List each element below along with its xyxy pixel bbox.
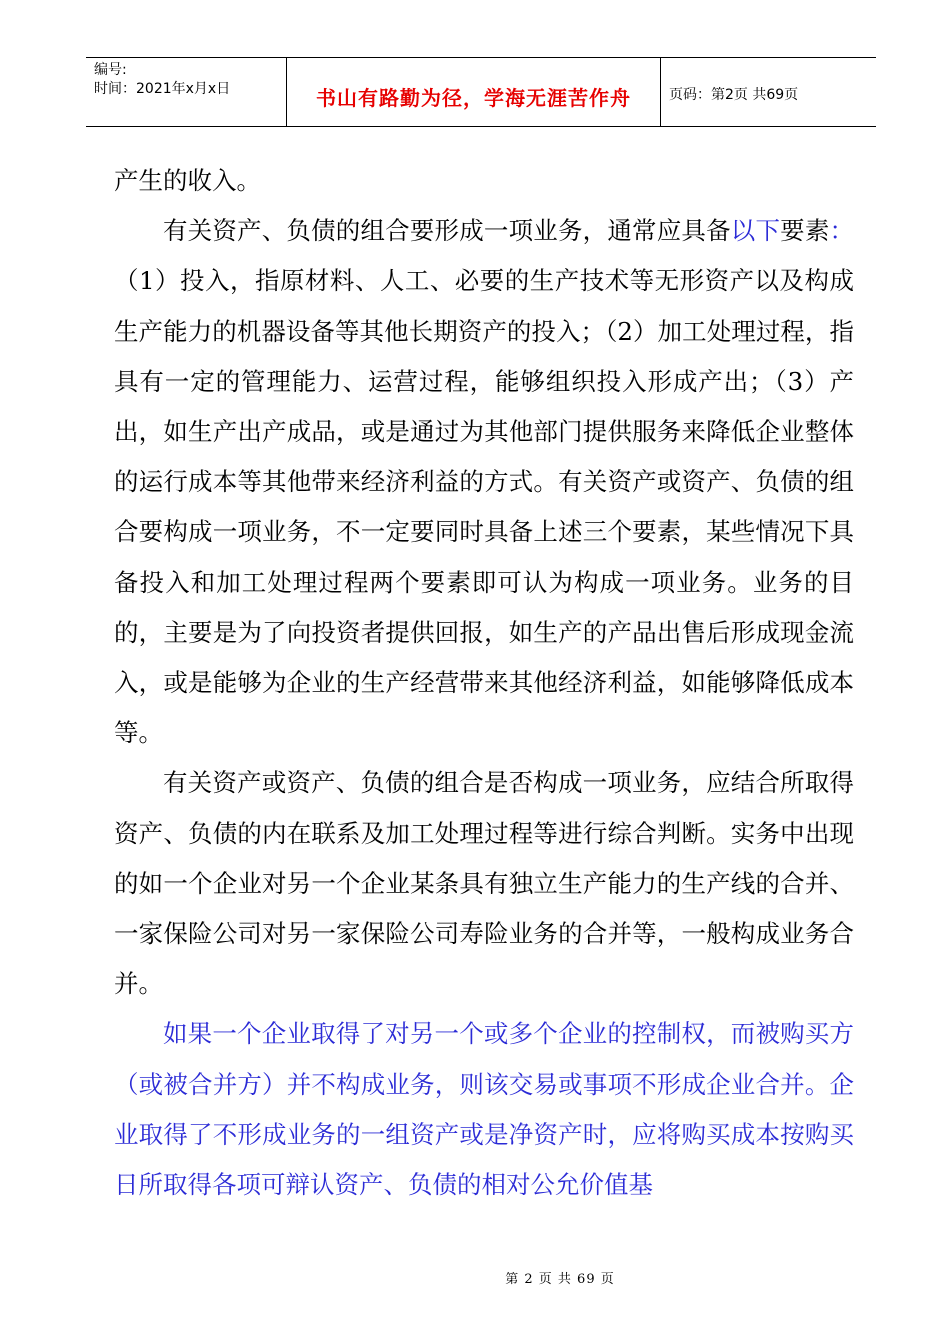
highlighted-text: 以下 — [730, 216, 781, 246]
page-footer — [0, 1268, 950, 1287]
page-header — [86, 57, 876, 127]
footer-page-number: 第 2 页 共 69 页 — [505, 1272, 615, 1287]
highlighted-text: ： — [829, 216, 855, 246]
body-paragraph — [114, 206, 854, 758]
body-paragraph — [114, 758, 854, 1009]
paragraph-text: （1）投入，指原材料、人工、必要的生产技术等无形资产以及构成生产能力的机器设备等其他长期资产的投入；（2）加工处理过程，指具有一定的管理能力、运营过程，能够组织投入形成产出；（3）产出，如生产出产成品，或是通过为其他部门提供服务来降低企业整体的运行成本等其他带来经济利益的方式。有关资产或资产、负债的组合要构成一项业务，不一定要同时具备上述三个要素，某些情况下具备投入和加工处理过程两个要素即可认为构成一项业务。业务的目的，主要是为了向投资者提供回报，如生产的产品出售后形成现金流入，或是能够为企业的生产经营带来其他经济利益，如能够降低成本等。 — [114, 266, 854, 748]
body-paragraph — [114, 1009, 854, 1210]
header-meta — [86, 58, 287, 126]
paragraph-text: 有关资产或资产、负债的组合是否构成一项业务，应结合所取得资产、负债的内在联系及加工处理过程等进行综合判断。实务中出现的如一个企业对另一个企业某条具有独立生产能力的生产线的合并、一家保险公司对另一家保险公司寿险业务的合并等，一般构成业务合并。 — [114, 768, 854, 999]
paragraph-text: 要素 — [780, 216, 830, 246]
highlighted-text: 如果一个企业取得了对另一个或多个企业的控制权，而被购买方（或被合并方）并不构成业务，则该交易或事项不形成企业合并。企业取得了不形成业务的一组资产或是净资产时，应将购买成本按购买日所取得各项可辩认资产、负债的相对公允价值基 — [114, 1019, 854, 1200]
header-page-info: 页码：第2页 共69页 — [669, 87, 799, 103]
header-motto-cell — [287, 58, 661, 126]
document-body — [114, 156, 854, 1210]
paragraph-text: 有关资产、负债的组合要形成一项业务，通常应具备 — [163, 216, 731, 246]
header-motto: 书山有路勤为径，学海无涯苦作舟 — [316, 85, 631, 110]
paragraph-text: 产生的收入。 — [114, 166, 261, 195]
document-time-label: 时间：2021年x月x日 — [94, 81, 231, 97]
body-paragraph — [114, 156, 854, 206]
document-code-label: 编号: — [94, 62, 127, 78]
